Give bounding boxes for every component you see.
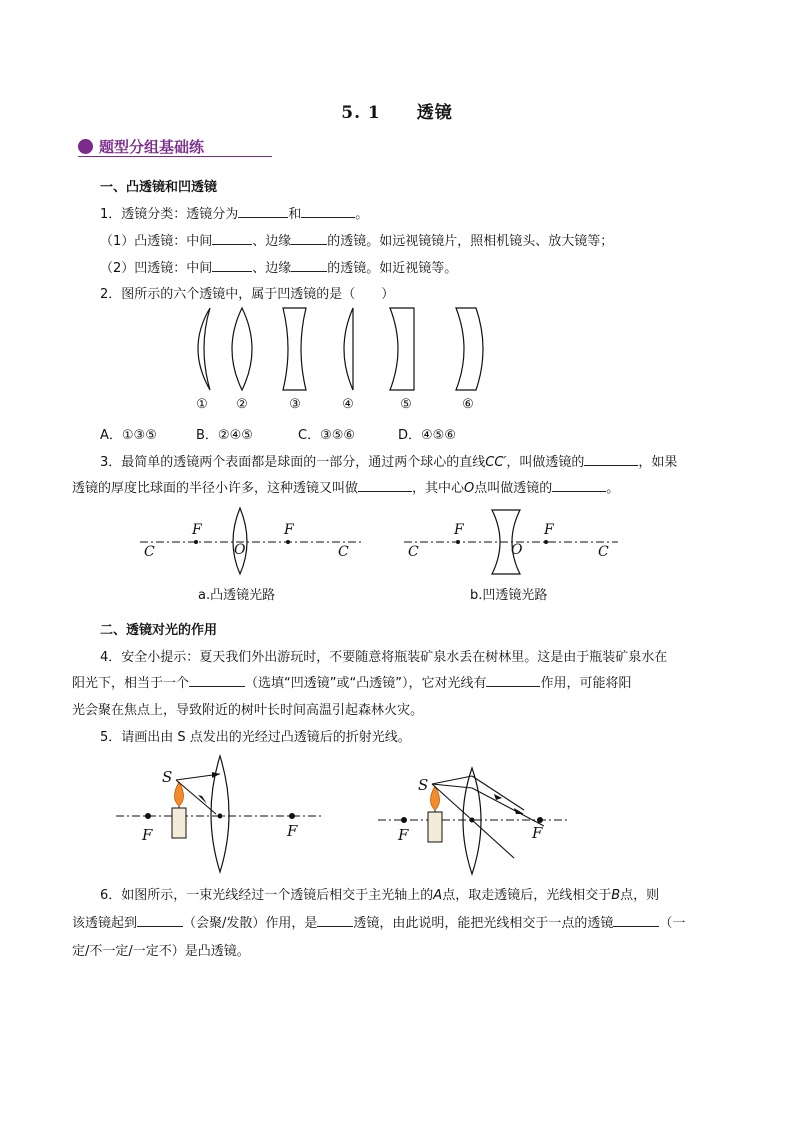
q4-text-c: 作用，可能将阳 [540, 676, 632, 691]
q1-concave-c: 的透镜。如近视镜等。 [327, 261, 458, 276]
q4-line-2 [72, 672, 631, 691]
concave-lens-diagram [400, 502, 630, 576]
lens-label-5: ⑤ [400, 397, 412, 412]
convex-lens [233, 508, 247, 574]
q1-blank-2[interactable] [301, 205, 355, 218]
q2-stem: 2．图所示的六个透镜中，属于凹透镜的是（ ） [100, 287, 395, 302]
q3-blank-1[interactable] [584, 453, 638, 466]
q1-convex-a: （1）凸透镜：中间 [100, 234, 213, 249]
label-f-right: F [287, 822, 298, 840]
q1-blank-5[interactable] [212, 259, 252, 272]
q6-text-c: 点，则 [620, 888, 660, 903]
q6-text-f: 透镜，由此说明，能把光线相交于一点的透镜 [353, 916, 614, 931]
q3-text-c: ，如果 [638, 455, 678, 470]
label-f-left: F [192, 522, 202, 538]
q1-concave-a: （2）凹透镜：中间 [100, 261, 213, 276]
focus-point-right [289, 813, 295, 819]
lens-1 [198, 308, 210, 390]
q6-blank-1[interactable] [137, 914, 183, 927]
q1-convex-c: 的透镜。如远视镜镜片，照相机镜头、放大镜等； [327, 234, 614, 249]
q3-text-a: 3．最简单的透镜两个表面都是球面的一部分，通过两个球心的直线 [100, 455, 486, 470]
focus-point-left [456, 540, 460, 544]
ray-3-incident [432, 776, 472, 784]
caption-b: b.凹透镜光路 [470, 588, 548, 603]
label-c-left: C [408, 544, 419, 560]
q1-concave-b: 、边缘 [252, 261, 292, 276]
q3-blank-2[interactable] [358, 479, 412, 492]
optical-center [218, 814, 223, 819]
lens-2 [232, 308, 252, 390]
focus-point-right [544, 540, 548, 544]
optical-center [470, 818, 475, 823]
lens-label-2: ② [236, 397, 248, 412]
label-f-right: F [532, 824, 543, 842]
q6-line-3: 定/不一定/一定不）是凸透镜。 [72, 944, 250, 959]
lens-4 [344, 308, 353, 390]
label-f-right: F [544, 522, 554, 538]
q6-text-b: 点，取走透镜后，光线相交于 [442, 888, 612, 903]
q1-concave-line [100, 257, 457, 276]
q3-line-2 [72, 477, 619, 496]
q4-blank-2[interactable] [486, 674, 540, 687]
lens-label-4: ④ [342, 397, 354, 412]
q3-text-d: 透镜的厚度比球面的半径小许多，这种透镜又叫做 [72, 481, 359, 496]
label-f-left: F [398, 826, 409, 844]
lens-label-3: ③ [289, 397, 301, 412]
section-heading-1: 一、凸透镜和凹透镜 [100, 180, 218, 195]
banner-title: 题型分组基础练 [99, 138, 205, 156]
q4-blank-1[interactable] [189, 674, 245, 687]
q3-text-f: 点叫做透镜的 [474, 481, 553, 496]
q6-line-2 [72, 912, 685, 931]
label-c-left: C [144, 544, 155, 560]
lens-3 [283, 308, 306, 390]
q4-line-3: 光会聚在焦点上，导致附近的树叶长时间高温引起森林火灾。 [72, 703, 424, 718]
q3-cc: CC′ [485, 455, 507, 470]
ray-1-incident [432, 784, 472, 788]
q1-text-a: 1．透镜分类：透镜分为 [100, 207, 239, 222]
caption-a: a.凸透镜光路 [198, 588, 276, 603]
q6-text-d: 该透镜起到 [72, 916, 138, 931]
q3-text-g: 。 [606, 481, 620, 496]
q1-blank-6[interactable] [291, 259, 327, 272]
label-o: O [234, 542, 246, 558]
q6-text-e: （会聚/发散）作用，是 [183, 916, 318, 931]
q2-option-a[interactable]: A．①③⑤ [100, 428, 157, 443]
q6-text-a: 6．如图所示，一束光线经过一个透镜后相交于主光轴上的 [100, 888, 434, 903]
q1-convex-b: 、边缘 [252, 234, 292, 249]
q1-line [100, 203, 368, 222]
q1-text-b: 和 [288, 207, 302, 222]
label-f-right: F [284, 522, 294, 538]
six-lenses-figure [180, 302, 490, 414]
q3-text-b: ，叫做透镜的 [506, 455, 585, 470]
q6-blank-3[interactable] [613, 914, 659, 927]
lens-label-1: ① [196, 397, 208, 412]
focus-point-left [194, 540, 198, 544]
label-c-right: C [598, 544, 609, 560]
q1-text-c: 。 [355, 207, 369, 222]
q5-diagram-left [112, 752, 332, 874]
q1-blank-4[interactable] [291, 232, 327, 245]
q1-convex-line [100, 230, 613, 249]
q6-point-b: B [611, 888, 621, 903]
q3-o: O [464, 481, 475, 496]
q6-line-1 [100, 884, 659, 903]
q2-option-c[interactable]: C．③⑤⑥ [298, 428, 356, 443]
q4-text-a: 阳光下，相当于一个 [72, 676, 190, 691]
q5-stem: 5．请画出由 S 点发出的光经过凸透镜后的折射光线。 [100, 730, 411, 745]
focus-point-left [145, 813, 151, 819]
label-s: S [162, 768, 173, 786]
label-s: S [418, 776, 429, 794]
lens-label-6: ⑥ [462, 397, 474, 412]
candle-body [172, 808, 186, 838]
q3-line-1 [100, 451, 677, 470]
section-heading-2: 二、透镜对光的作用 [100, 623, 218, 638]
q1-blank-1[interactable] [238, 205, 288, 218]
q3-blank-3[interactable] [552, 479, 606, 492]
q2-option-d[interactable]: D．④⑤⑥ [398, 428, 456, 443]
q1-blank-3[interactable] [212, 232, 252, 245]
q4-text-b: （选填“凹透镜”或“凸透镜”），它对光线有 [245, 676, 487, 691]
bullet-dot-icon [78, 139, 93, 154]
convex-lens-diagram [136, 502, 366, 576]
q6-text-g: （一 [659, 916, 686, 931]
q6-blank-2[interactable] [317, 914, 353, 927]
label-f-left: F [454, 522, 464, 538]
page-title: 5. 1 透镜 [341, 103, 453, 123]
q6-point-a: A [433, 888, 443, 903]
focus-point-right [286, 540, 290, 544]
label-f-left: F [142, 826, 153, 844]
lens-6 [456, 308, 483, 390]
q5-diagram-right [374, 764, 574, 878]
label-o: O [511, 542, 523, 558]
lens-5 [390, 308, 414, 390]
focus-point-left [401, 817, 407, 823]
q4-line-1: 4．安全小提示：夏天我们外出游玩时，不要随意将瓶装矿泉水丢在树林里。这是由于瓶装矿泉水在 [100, 650, 668, 665]
label-c-right: C [338, 544, 349, 560]
focus-point-right [537, 817, 543, 823]
candle-body [428, 812, 442, 842]
q3-text-e: ，其中心 [412, 481, 465, 496]
q2-option-b[interactable]: B．②④⑤ [196, 428, 253, 443]
banner-underline [78, 156, 272, 157]
